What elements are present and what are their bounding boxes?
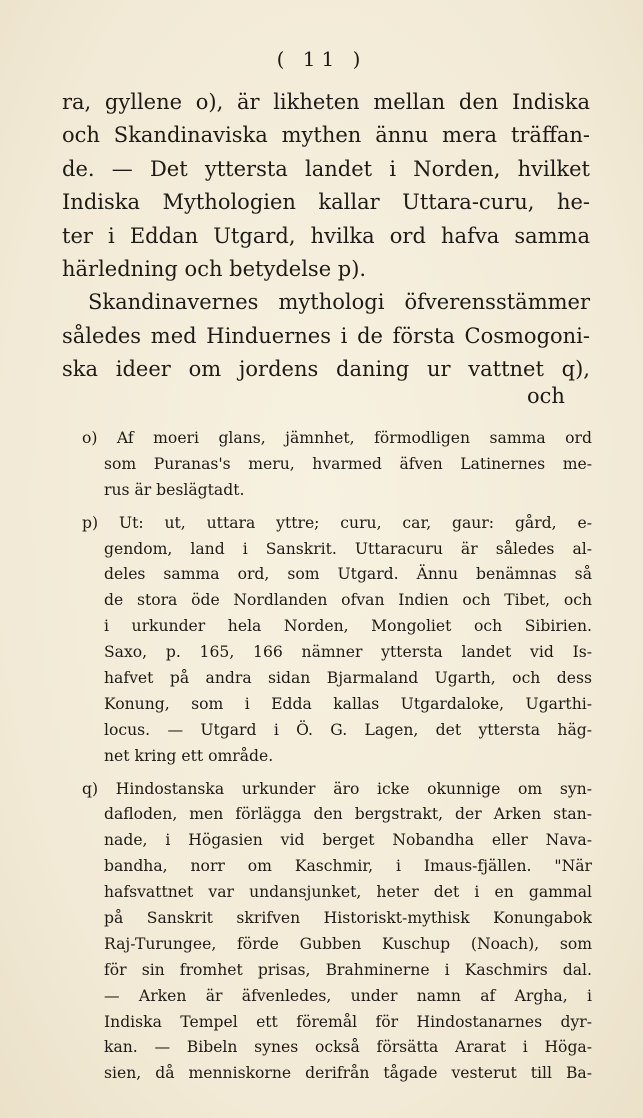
page-number: ( 11 ) [276,47,367,71]
footnote-line: som Puranas's meru, hvarmed äfven Latinernes me- [104,454,592,473]
main-text-block [62,86,590,387]
footnote-line: hafsvattnet var undansjunket, heter det i en gammal [104,883,592,902]
footnote-line: Saxo, p. 165, 166 nämner yttersta landet vid Is- [104,643,592,662]
main-text-line: ra, gyllene o), är likheten mellan den Indiska [62,90,590,114]
footnote-line: nade, i Högasien vid berget Nobandha eller Nava- [104,831,592,850]
main-text-line: således med Hinduernes i de första Cosmogoni- [62,323,590,348]
main-text-line: ter i Eddan Utgard, hvilka ord hafva samma [62,223,590,248]
main-text-line: Indiska Mythologien kallar Uttara-curu, he- [62,190,590,215]
footnote-line: Konung, som i Edda kallas Utgardaloke, Ugarthi- [104,694,592,713]
main-text-line: härledning och betydelse p). [62,256,367,281]
footnote-line: i urkunder hela Norden, Mongoliet och Sibirien. [104,617,592,636]
footnote-p [82,511,592,770]
main-text-line: ska ideer om jordens daning ur vattnet q), [62,357,590,382]
footnote-line: — Arken är äfvenledes, under namn af Argha, i [104,986,592,1005]
footnote-line: dafloden, men förlägga den bergstrakt, der Arken stan- [104,805,592,824]
footnote-line: på Sanskrit skrifven Historiskt-mythisk Konungabok [104,909,592,928]
main-text-line: Skandinavernes mythologi öfverensstämmer [88,290,590,315]
footnote-line: kan. — Bibeln synes också försätta Ararat i Höga- [104,1038,592,1057]
footnote-line: de stora öde Nordlanden ofvan Indien och Tibet, och [104,591,592,610]
footnote-line: q) Hindostanska urkunder äro icke okunnige om syn- [82,779,592,798]
footnote-line: net kring ett område. [104,746,274,765]
footnote-line: sien, då menniskorne derifrån tågade vesterut till Ba- [104,1064,592,1083]
footnote-line: gendom, land i Sanskrit. Uttaracuru är således al- [104,539,592,558]
main-text-line: de. — Det yttersta landet i Norden, hvilket [62,156,590,181]
footnote-line: o) Af moeri glans, jämnhet, förmodligen samma ord [82,429,592,447]
footnote-line: Raj-Turungee, förde Gubben Kuschup (Noach), som [104,934,592,953]
footnote-line: Indiska Tempel ett föremål för Hindostanarnes dyr- [104,1012,592,1031]
footnote-q [82,777,592,1088]
catchword: och [527,384,565,408]
footnote-line: bandha, norr om Kaschmir, i Imaus-fjällen. "När [104,857,592,876]
footnotes-block [82,426,592,1094]
footnote-line: p) Ut: ut, uttara yttre; curu, car, gaur: gård, e- [82,513,592,532]
footnote-line: rus är beslägtadt. [104,480,245,499]
main-text-line: och Skandinaviska mythen ännu mera träffan- [62,123,590,148]
footnote-o [82,426,592,504]
footnote-line: deles samma ord, som Utgard. Ännu benämnas så [104,565,592,584]
footnote-line: hafvet på andra sidan Bjarmaland Ugarth, och dess [104,669,592,688]
footnote-line: locus. — Utgard i Ö. G. Lagen, det yttersta häg- [104,720,592,739]
footnote-line: för sin fromhet prisas, Brahminerne i Kaschmirs dal. [104,960,592,979]
